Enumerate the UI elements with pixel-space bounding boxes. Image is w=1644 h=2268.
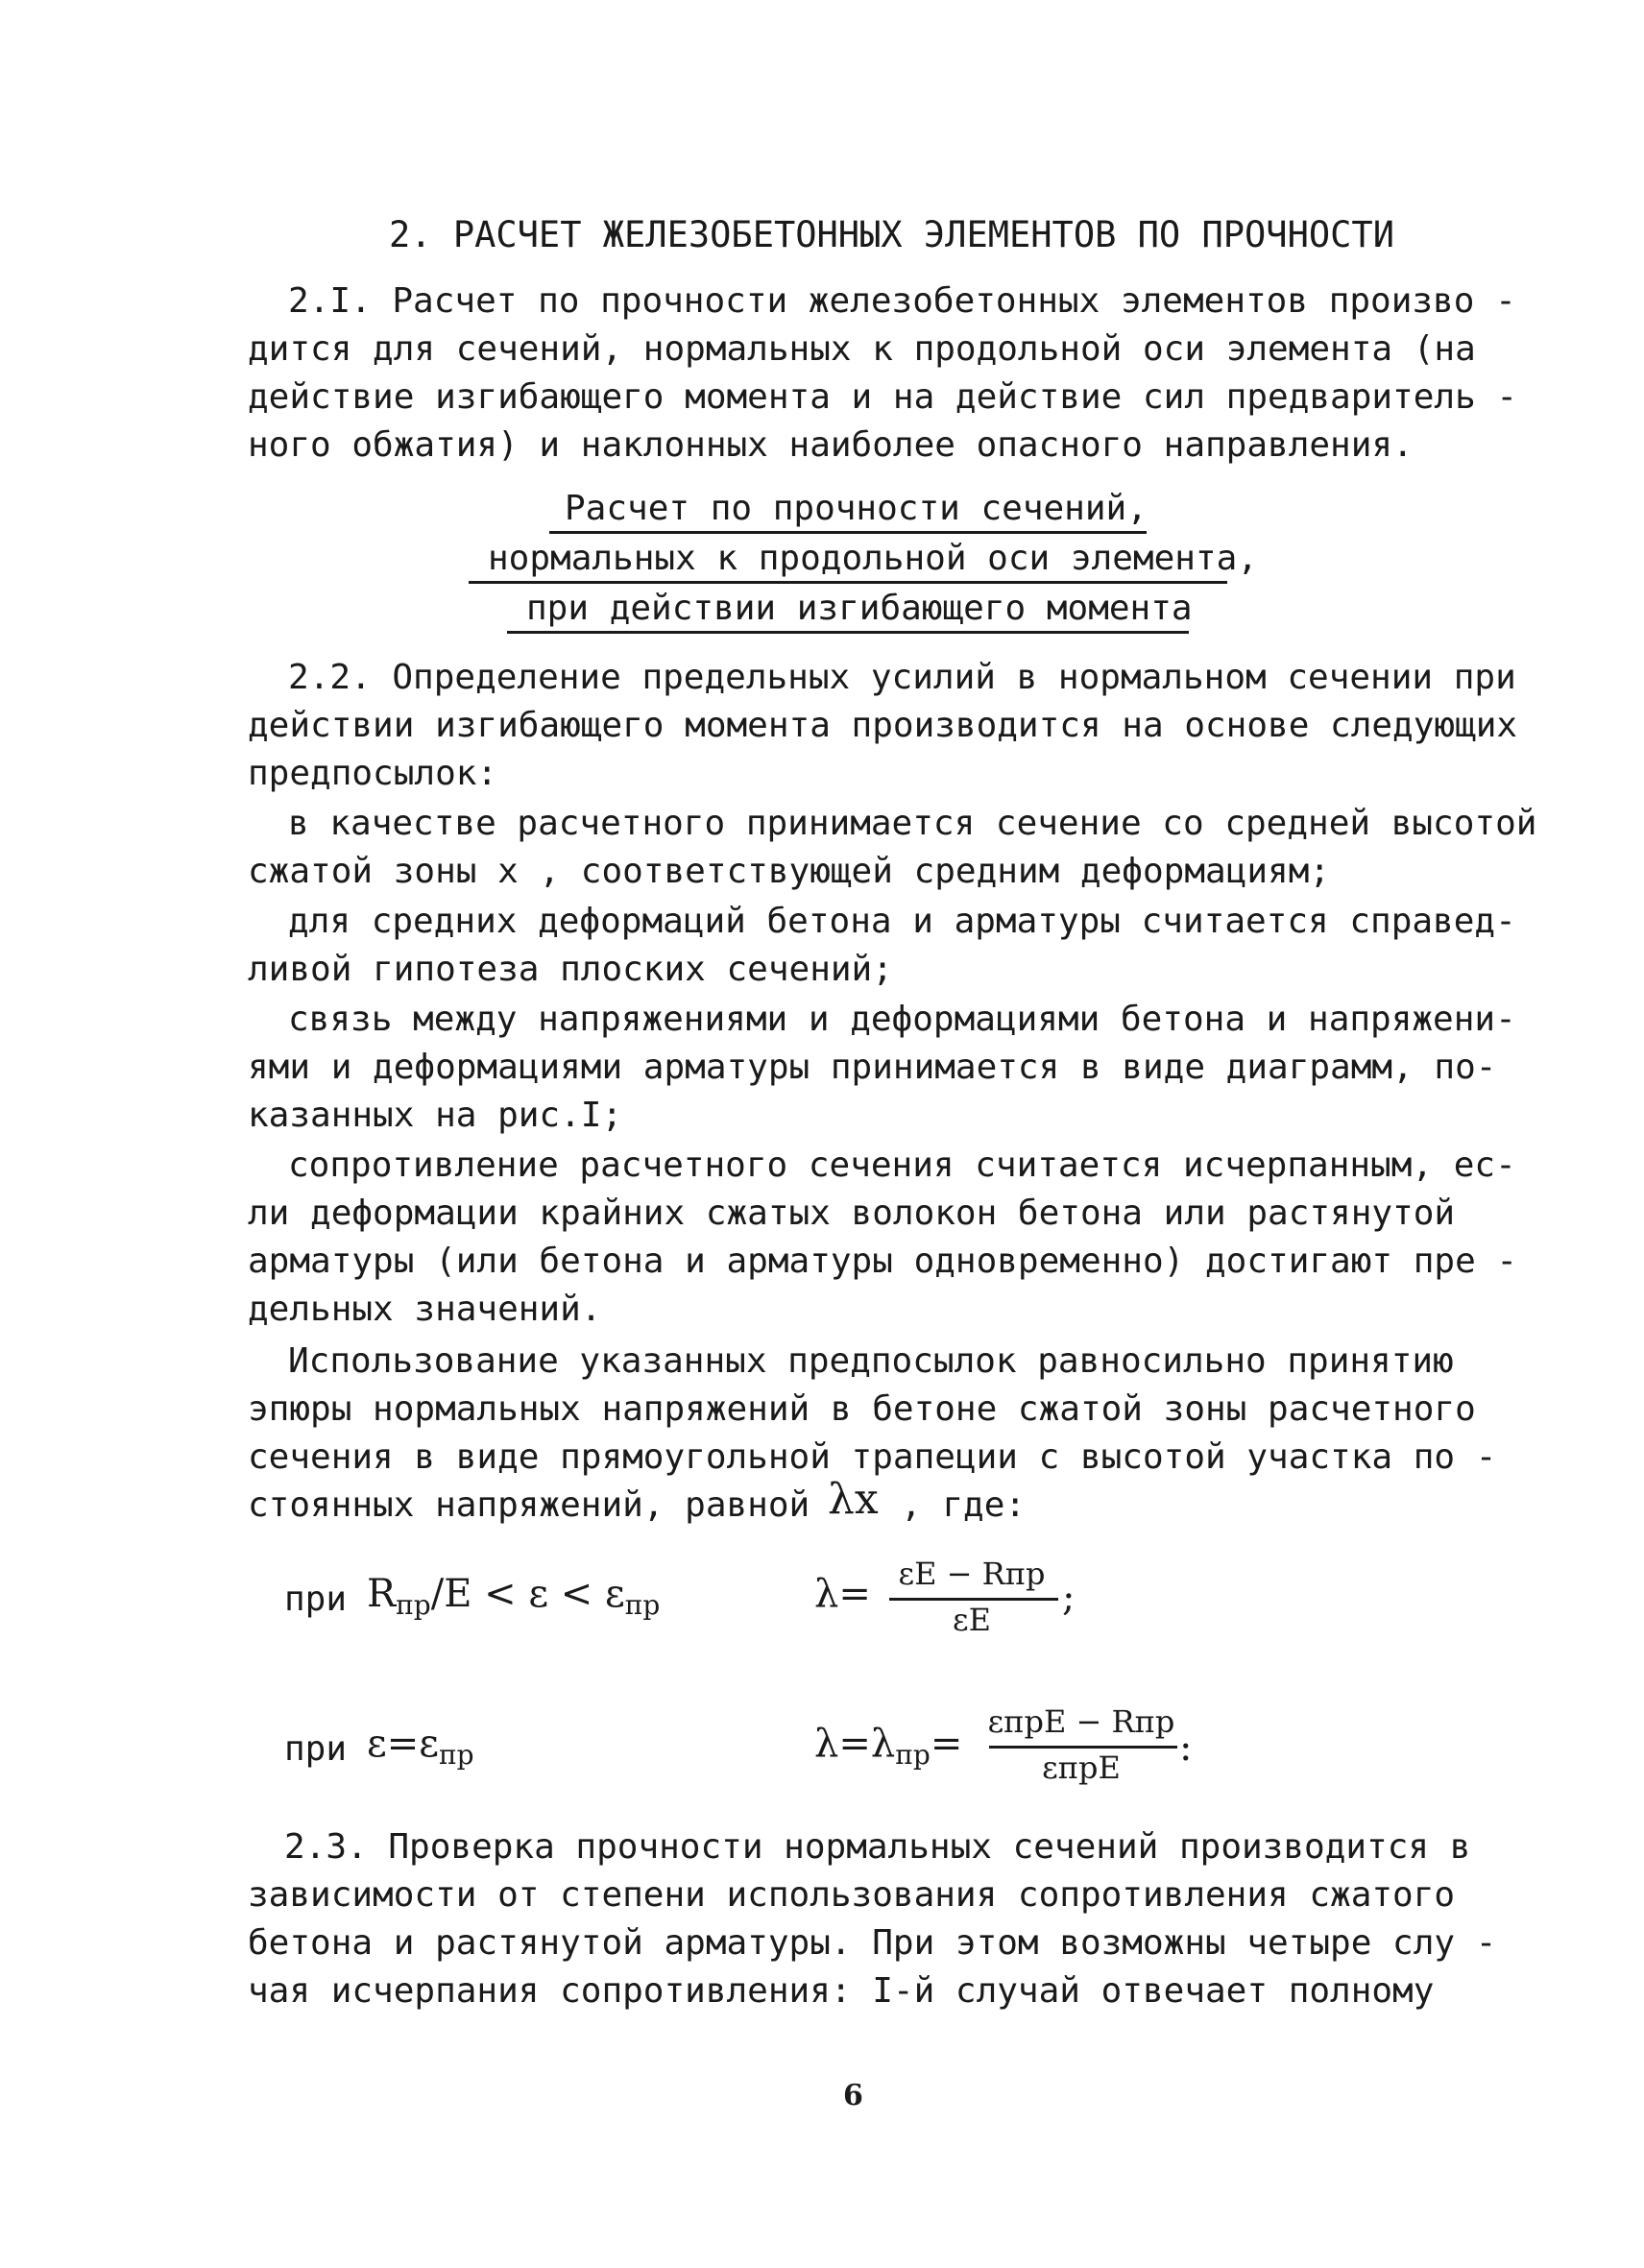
text-line: связь между напряжениями и деформациями бетона и напряжени- (288, 1000, 1516, 1039)
text-line: 2.2. Определение предельных усилий в нормальном сечении при (288, 658, 1516, 697)
fraction-numerator: εE − Rпр (898, 1556, 1046, 1592)
text-line: действии изгибающего момента производится на основе следующих (248, 706, 1518, 745)
formula-label: при (284, 1580, 348, 1619)
text-line: для средних деформаций бетона и арматуры считается справед- (288, 902, 1516, 941)
fraction-bar (989, 1746, 1177, 1749)
text-line: Использование указанных предпосылок равносильно принятию (288, 1341, 1454, 1381)
fraction-bar (889, 1598, 1058, 1601)
lambda-x-symbol: λx (828, 1475, 879, 1524)
underline (469, 581, 1227, 584)
text-line: 2.3. Проверка прочности нормальных сечений производится в (284, 1827, 1471, 1867)
text-line: в качестве расчетного принимается сечение со средней высотой (288, 804, 1537, 843)
text-line: сопротивление расчетного сечения считается исчерпанным, ес- (288, 1146, 1516, 1185)
text-line: дельных значений. (248, 1290, 602, 1329)
text-line: ями и деформациями арматуры принимается в виде диаграмм, по- (248, 1048, 1497, 1087)
formula-condition: $\varepsilon=\varepsilon_{пр}$ (367, 1722, 474, 1771)
formula-punct: ; (1062, 1576, 1076, 1620)
fraction-denominator: εпрE (1042, 1749, 1121, 1786)
underline (549, 531, 1147, 534)
text-line: сжатой зоны x , соответствующей средним деформациям; (248, 852, 1331, 891)
formula-condition: $R_{пр}/E < \varepsilon < \varepsilon_{пр}$ (367, 1572, 661, 1621)
fraction-numerator: εпрE − Rпр (987, 1703, 1175, 1740)
subheading-line: Расчет по прочности сечений, (565, 489, 1148, 528)
text-line: казанных на рис.I; (248, 1096, 623, 1135)
formula-punct: : (1179, 1725, 1193, 1770)
subheading-line: при действии изгибающего момента (526, 589, 1193, 628)
text-line: действие изгибающего момента и на действие сил предваритель - (248, 377, 1518, 417)
text-line: стоянных напряжений, равной (248, 1485, 810, 1525)
formula-lhs: $\lambda=\lambda_{пр}=$ (814, 1722, 963, 1771)
text-line: ного обжатия) и наклонных наиболее опасного направления. (248, 425, 1414, 465)
section-title: 2. РАСЧЕТ ЖЕЛЕЗОБЕТОННЫХ ЭЛЕМЕНТОВ ПО ПРОЧНОСТИ (389, 214, 1394, 255)
underline (507, 631, 1189, 634)
text-line: ли деформации крайних сжатых волокон бетона или растянутой (248, 1194, 1456, 1233)
formula-lhs: λ= (814, 1572, 871, 1616)
text-line: чая исчерпания сопротивления: I-й случай отвечает полному (248, 1971, 1435, 2011)
text-line: дится для сечений, нормальных к продольной оси элемента (на (248, 329, 1476, 369)
text-line: бетона и растянутой арматуры. При этом возможны четыре слу - (248, 1923, 1497, 1963)
fraction-denominator: εE (953, 1602, 991, 1638)
text-line: , где: (901, 1485, 1027, 1525)
text-line: эпюры нормальных напряжений в бетоне сжатой зоны расчетного (248, 1389, 1476, 1429)
text-line: сечения в виде прямоугольной трапеции с высотой участка по - (248, 1437, 1497, 1477)
formula-label: при (284, 1729, 348, 1769)
text-line: ливой гипотеза плоских сечений; (248, 950, 893, 989)
text-line: предпосылок: (248, 754, 498, 793)
text-line: зависимости от степени использования сопротивления сжатого (248, 1875, 1456, 1915)
subheading-line: нормальных к продольной оси элемента, (488, 539, 1258, 578)
text-line: арматуры (или бетона и арматуры одновременно) достигают пре - (248, 1242, 1518, 1281)
page-number: 6 (843, 2079, 863, 2112)
text-line: 2.I. Расчет по прочности железобетонных элементов произво - (288, 281, 1516, 321)
